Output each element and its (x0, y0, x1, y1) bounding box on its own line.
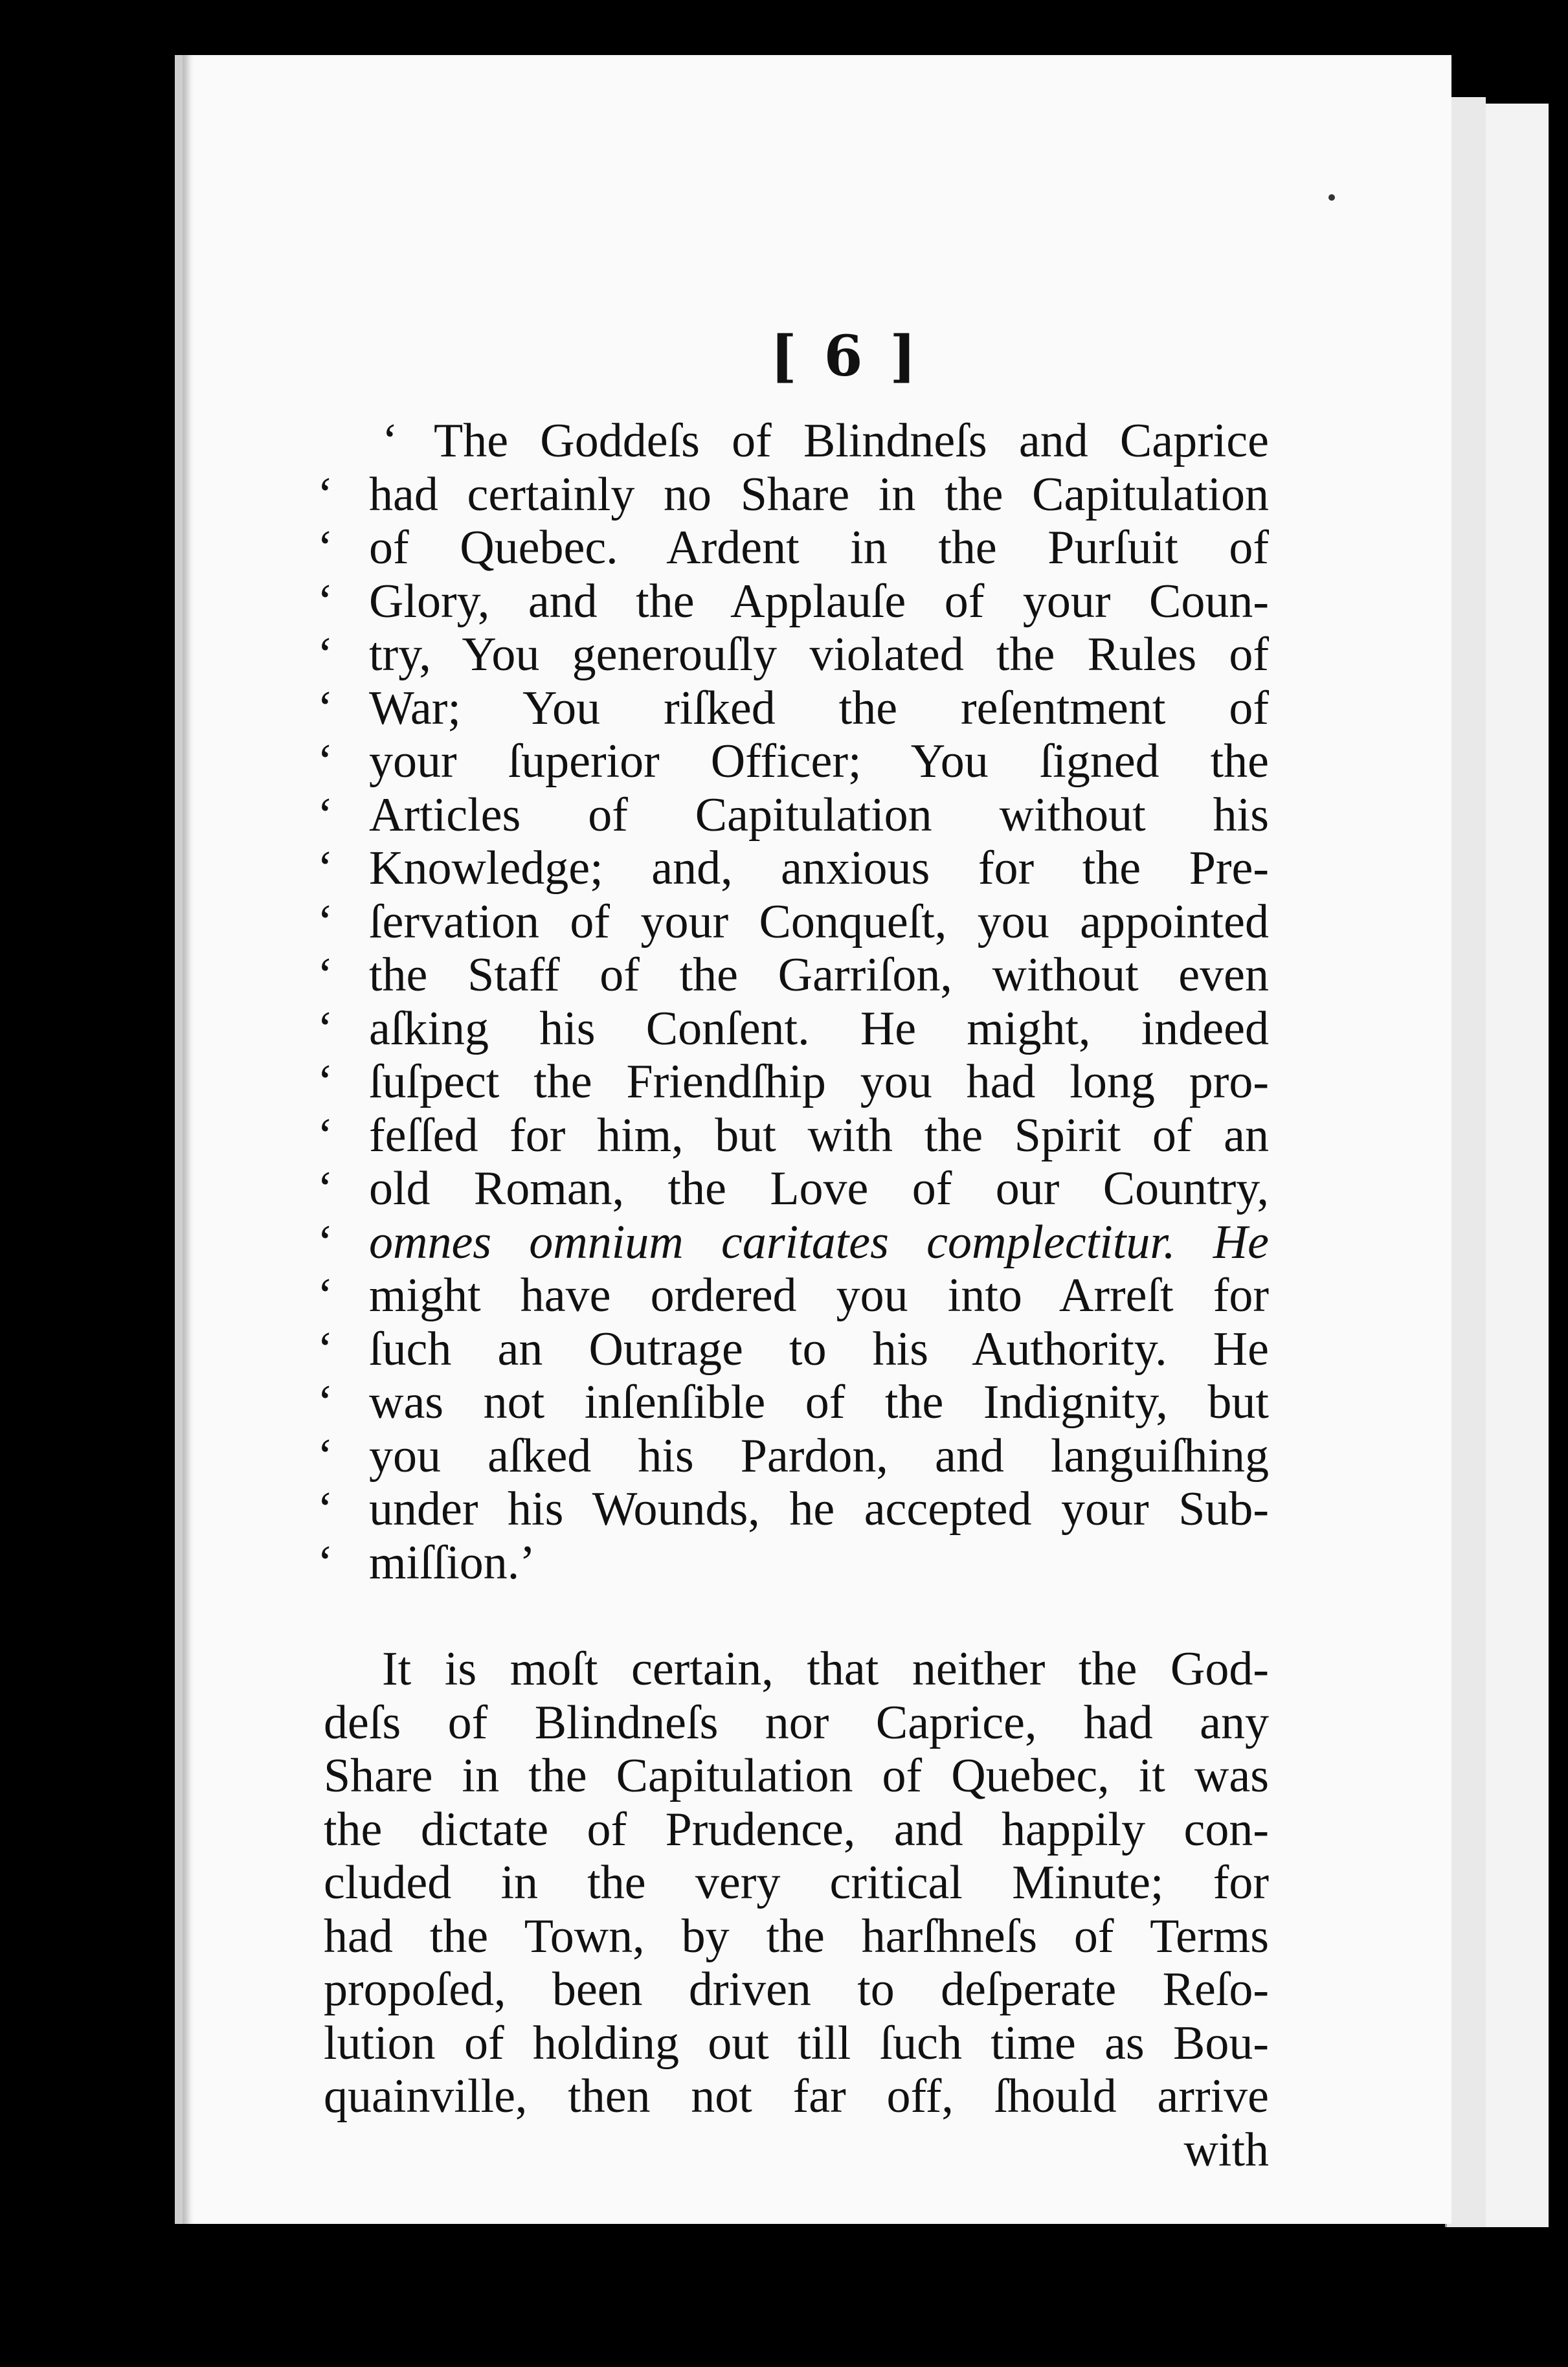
quote-line: ‘ try, You generouſly violated the Rules of (317, 628, 1269, 681)
ink-speck (1328, 194, 1335, 201)
quote-mark: ‘ (382, 414, 398, 467)
paragraph-line: deſs of Blindneſs nor Caprice, had any (324, 1696, 1269, 1749)
quote-mark: ‘ (317, 1002, 333, 1055)
paragraph-line: Share in the Capitulation of Quebec, it was (324, 1749, 1269, 1802)
quote-mark: ‘ (317, 1215, 333, 1269)
quote-mark: ‘ (317, 1269, 333, 1322)
quote-mark: ‘ (317, 1483, 333, 1536)
quote-mark: ‘ (317, 574, 333, 628)
catchword: with (1183, 2123, 1269, 2177)
page-number: [ 6 ] (770, 324, 921, 389)
body-text (317, 414, 1269, 2177)
paragraph-line: cluded in the very critical Minute; for (324, 1856, 1269, 1909)
quote-mark: ‘ (317, 1376, 333, 1429)
quote-line: ‘ The Goddeſs of Blindneſs and Caprice (382, 414, 1269, 467)
quote-line: ‘ Articles of Capitulation without his (317, 788, 1269, 842)
paragraph-line: the dictate of Prudence, and happily con- (324, 1802, 1269, 1856)
quote-mark: ‘ (317, 681, 333, 735)
quote-line: ‘ aſking his Conſent. He might, indeed (317, 1002, 1269, 1055)
quote-mark: ‘ (317, 1162, 333, 1215)
quote-line: ‘ under his Wounds, he accepted your Sub- (317, 1483, 1269, 1536)
quote-line: ‘ might have ordered you into Arreſt for (317, 1269, 1269, 1322)
quote-line: ‘ ſervation of your Conqueſt, you appointed (317, 895, 1269, 948)
quote-line: ‘ the Staff of the Garriſon, without even (317, 948, 1269, 1002)
quote-mark: ‘ (317, 1322, 333, 1376)
quote-line: ‘ Glory, and the Applauſe of your Coun- (317, 574, 1269, 628)
paragraph (324, 1643, 1269, 2177)
quote-line: ‘ miſſion.’ (317, 1536, 535, 1589)
facing-page-edge (1484, 104, 1549, 2227)
quote-line: ‘ Knowledge; and, anxious for the Pre- (317, 842, 1269, 895)
quote-line: ‘ was not inſenſible of the Indignity, but (317, 1376, 1269, 1429)
quote-line: ‘ ſuch an Outrage to his Authority. He (317, 1322, 1269, 1376)
paragraph-line: had the Town, by the harſhneſs of Terms (324, 1909, 1269, 1963)
quote-mark: ‘ (317, 1536, 333, 1589)
quote-mark: ‘ (317, 842, 333, 895)
quote-line: ‘ old Roman, the Love of our Country, (317, 1162, 1269, 1215)
quote-mark: ‘ (317, 628, 333, 681)
quote-mark: ‘ (317, 467, 333, 521)
quote-line: ‘ feſſed for him, but with the Spirit of an (317, 1108, 1269, 1162)
quote-mark: ‘ (317, 735, 333, 788)
quote-mark: ‘ (317, 521, 333, 574)
quote-line: ‘ had certainly no Share in the Capitulation (317, 467, 1269, 521)
quote-mark: ‘ (317, 1055, 333, 1108)
quote-line: ‘ you aſked his Pardon, and languiſhing (317, 1429, 1269, 1483)
quote-mark: ‘ (317, 948, 333, 1002)
paragraph-line: It is moſt certain, that neither the God- (382, 1643, 1269, 1696)
paragraph-line: quainville, then not far off, ſhould arrive (324, 2070, 1269, 2123)
quote-line: ‘ ſuſpect the Friendſhip you had long pro- (317, 1055, 1269, 1108)
quote-mark: ‘ (317, 788, 333, 842)
quote-mark: ‘ (317, 1108, 333, 1162)
quote-line: ‘ War; You riſked the reſentment of (317, 681, 1269, 735)
quote-line: ‘ omnes omnium caritates complectitur. He (317, 1215, 1269, 1269)
quote-mark: ‘ (317, 895, 333, 948)
quote-line: ‘ of Quebec. Ardent in the Purſuit of (317, 521, 1269, 574)
quote-mark: ‘ (317, 1429, 333, 1483)
paragraph-line: propoſed, been driven to deſperate Reſo- (324, 1963, 1269, 2016)
quote-line: ‘ your ſuperior Officer; You ſigned the (317, 735, 1269, 788)
paragraph-line: lution of holding out till ſuch time as Bou- (324, 2016, 1269, 2070)
